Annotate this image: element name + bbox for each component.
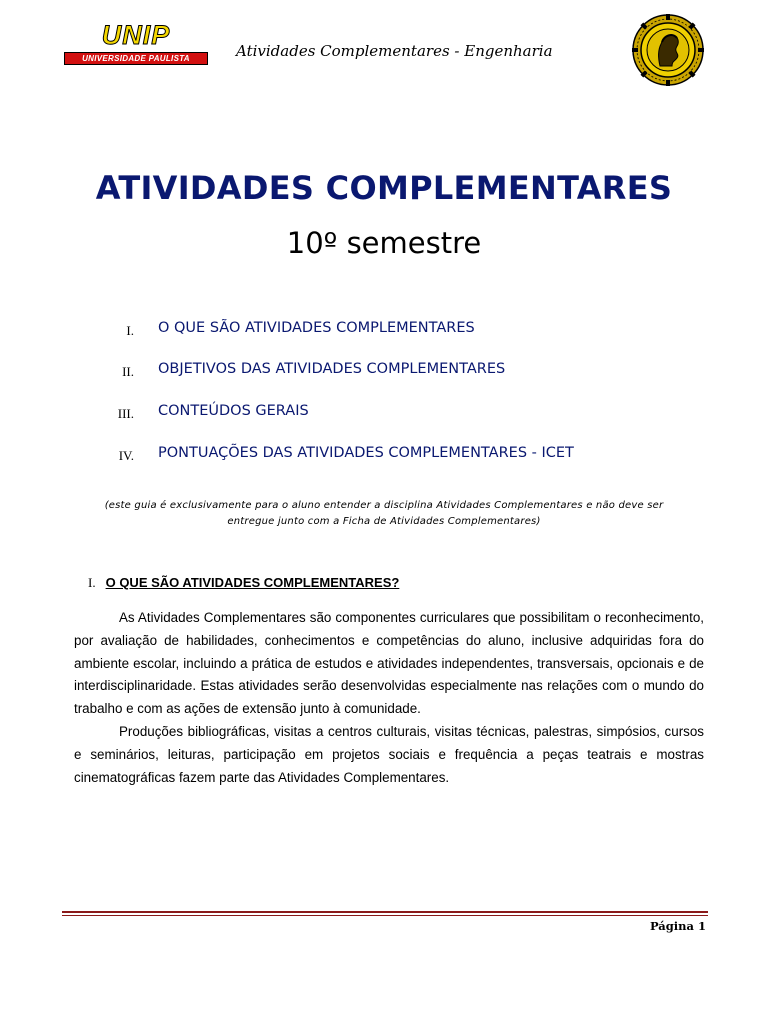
unip-logo-mark: [68, 22, 204, 52]
section-title: O QUE SÃO ATIVIDADES COMPLEMENTARES?: [105, 575, 400, 590]
unip-logo: [62, 22, 210, 68]
toc-item-label: CONTEÚDOS GERAIS: [158, 403, 309, 419]
toc-item-number: II.: [122, 364, 134, 379]
guide-note-line: (este guia é exclusivamente para o aluno entender a disciplina Atividades Complementares e não deve ser: [104, 500, 664, 511]
unip-logo-text: UNIP: [101, 20, 171, 50]
toc-item-number: IV.: [118, 448, 134, 463]
toc-item-label: O QUE SÃO ATIVIDADES COMPLEMENTARES: [158, 320, 475, 336]
toc-item: [108, 443, 708, 467]
toc-item-number: III.: [117, 406, 134, 421]
body-paragraph: As Atividades Complementares são componentes curriculares que possibilitam o reconhecimento, por avaliação de habilidades, conhecimentos e competências do aluno, inclusive adquiridas fora do ambiente escolar, incluindo a prática de estudos e atividades independentes, transversais, opcionais e de interdisciplinaridade. Estas atividades serão desenvolvidas especialmente nas relações com o mundo do trabalho e com as ações de extensão junto à comunidade.: [74, 610, 704, 717]
header-title: Atividades Complementares - Engenharia: [236, 42, 553, 60]
toc-item-number: I.: [126, 323, 134, 338]
guide-note-line: entregue junto com a Ficha de Atividades Complementares): [227, 516, 541, 527]
toc-item: [108, 359, 708, 383]
unip-logo-subtext: UNIVERSIDADE PAULISTA: [64, 52, 208, 65]
toc-item-label: OBJETIVOS DAS ATIVIDADES COMPLEMENTARES: [158, 361, 506, 377]
footer-divider: [62, 911, 708, 916]
section-body: [74, 607, 704, 789]
body-paragraph: Produções bibliográficas, visitas a centros culturais, visitas técnicas, palestras, simpósios, cursos e seminários, leituras, participação em projetos sociais e frequência a peças teatrais e mostras cinematográficas fazem parte das Atividades Complementares.: [74, 723, 704, 785]
engineering-seal-icon: [632, 14, 704, 86]
guide-note: [60, 498, 708, 530]
page-number: Página 1: [649, 919, 706, 933]
semester-label: 10º semestre: [286, 226, 482, 260]
toc-item: [108, 318, 708, 342]
toc-item-label: PONTUAÇÕES DAS ATIVIDADES COMPLEMENTARES - ICET: [158, 445, 574, 461]
document-title: ATIVIDADES COMPLEMENTARES: [95, 169, 673, 207]
toc-item: [108, 401, 708, 425]
section-number: I.: [88, 575, 96, 590]
section-heading: [88, 575, 399, 591]
